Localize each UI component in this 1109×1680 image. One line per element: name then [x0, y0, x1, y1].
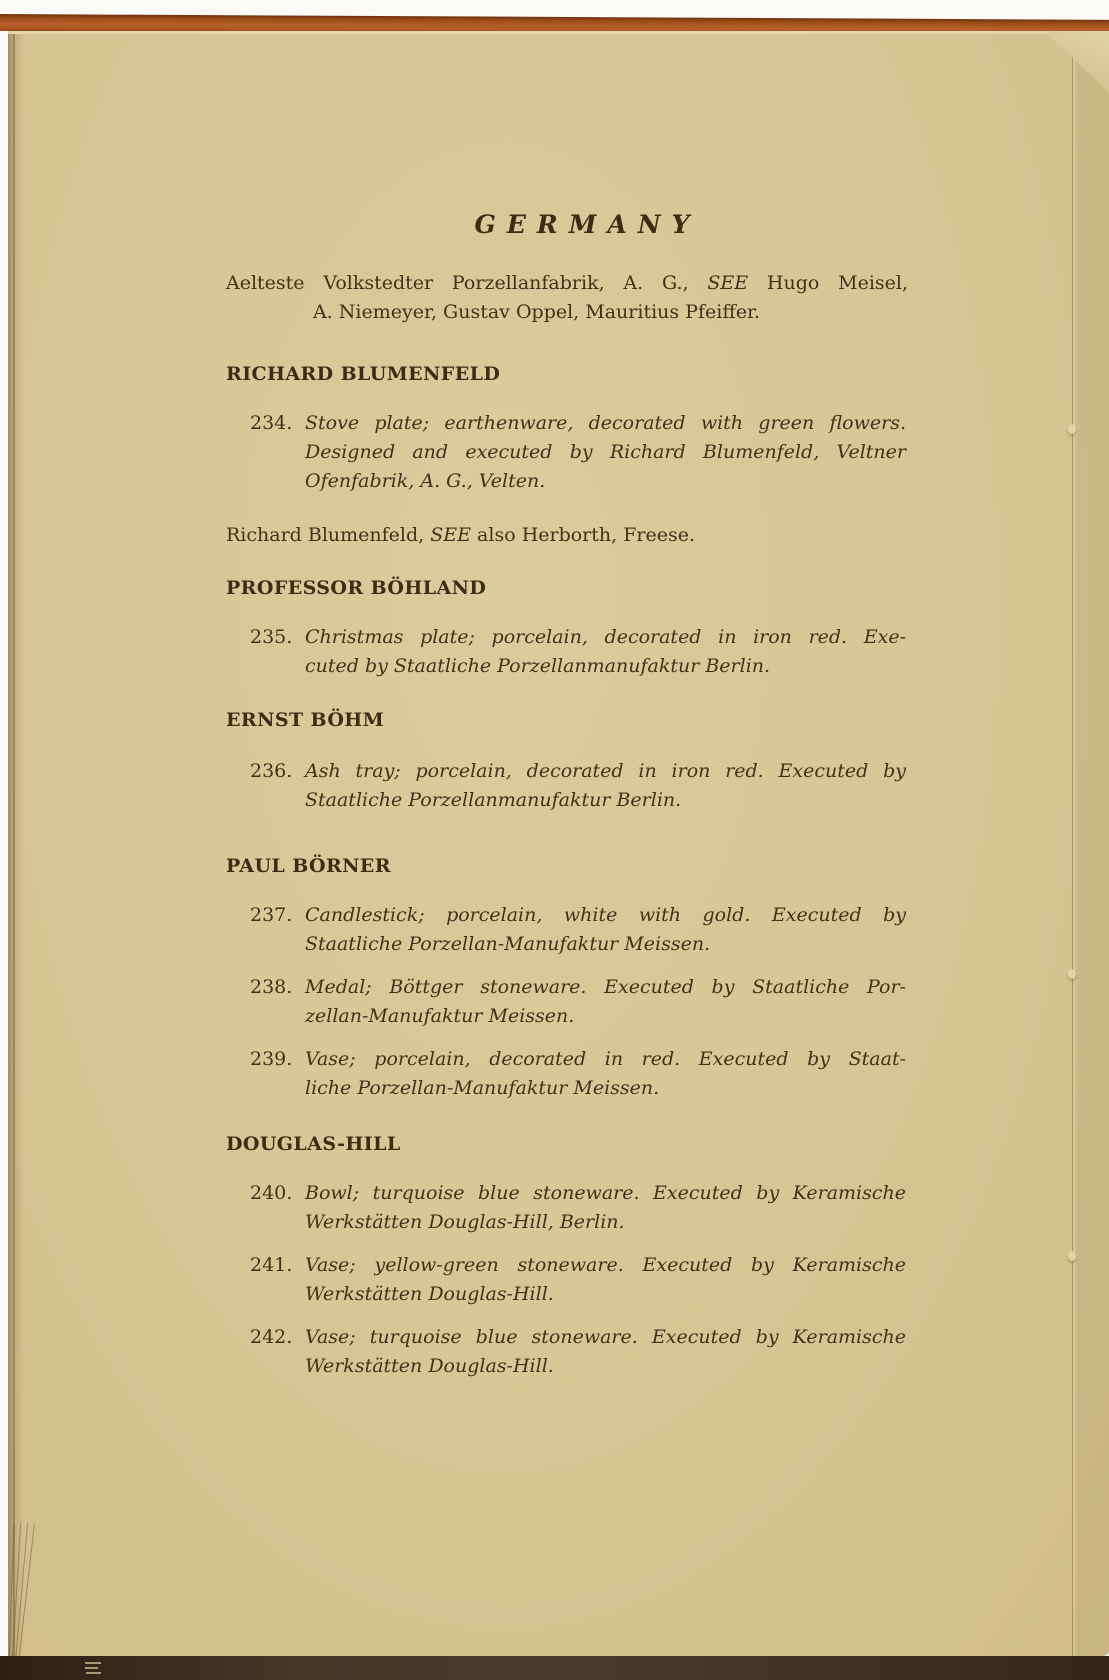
entry-line: Vase; turquoise blue stoneware. Executed by Keramische [305, 1326, 906, 1348]
crossref-text: also Herborth, Freese. [471, 524, 696, 546]
catalog-entry-239 [226, 1045, 938, 1103]
entry-line: zellan-Manufaktur Meissen. [305, 1005, 575, 1027]
page-stack-mark [85, 1667, 98, 1669]
section-heading-bohm: ERNST BÖHM [226, 709, 385, 731]
catalog-page [8, 31, 1109, 1663]
entry-line: Candlestick; porcelain, white with gold. Executed by [305, 904, 906, 926]
entry-line: Ash tray; porcelain, decorated in iron red. Executed by [305, 760, 906, 782]
entry-description [305, 409, 906, 496]
entry-number: 237. [250, 904, 293, 926]
entry-number: 241. [250, 1254, 293, 1276]
catalog-entry-240 [226, 1179, 938, 1237]
entry-line: Vase; yellow-green stoneware. Executed by Keramische [305, 1254, 906, 1276]
catalog-entry-234 [226, 409, 938, 496]
entry-line: liche Porzellan-Manufaktur Meissen. [305, 1077, 660, 1099]
catalog-entry-236 [226, 757, 938, 815]
entry-number: 235. [250, 626, 293, 648]
entry-description [305, 973, 906, 1031]
page-crease [1072, 34, 1109, 1663]
entry-line: cuted by Staatliche Porzellanmanufaktur Berlin. [305, 655, 771, 677]
entry-line: Designed and executed by Richard Blumenfeld, Veltner [305, 441, 906, 463]
entry-description [305, 1251, 906, 1309]
entry-number: 239. [250, 1048, 293, 1070]
catalog-entry-242 [226, 1323, 938, 1381]
page-gutter-line [13, 34, 15, 1663]
entry-number: 242. [250, 1326, 293, 1348]
book-bottom-edge [0, 1656, 1109, 1680]
entry-line: Ofenfabrik, A. G., Velten. [305, 470, 546, 492]
entry-number: 234. [250, 412, 293, 434]
page-gutter-shadow [8, 34, 24, 1663]
entry-number: 238. [250, 976, 293, 998]
intro-text: Aelteste Volkstedter Porzellanfabrik, A. G., [226, 272, 708, 294]
crease-nick [1068, 424, 1076, 434]
catalog-entry-241 [226, 1251, 938, 1309]
intro-line-2: A. Niemeyer, Gustav Oppel, Mauritius Pfeiffer. [313, 301, 761, 323]
section-heading-bohland: PROFESSOR BÖHLAND [226, 577, 487, 599]
entry-line: Stove plate; earthenware, decorated with green flowers. [305, 412, 906, 434]
page-title: GERMANY [474, 210, 701, 239]
entry-line: Staatliche Porzellanmanufaktur Berlin. [305, 789, 682, 811]
catalog-entry-235 [226, 623, 938, 681]
see-reference: SEE [707, 272, 749, 294]
section-heading-borner: PAUL BÖRNER [226, 855, 391, 877]
entry-line: Werkstätten Douglas-Hill, Berlin. [305, 1211, 625, 1233]
entry-line: Christmas plate; porcelain, decorated in iron red. Exe- [305, 626, 906, 648]
catalog-entry-238 [226, 973, 938, 1031]
entry-description [305, 623, 906, 681]
entry-line: Werkstätten Douglas-Hill. [305, 1355, 554, 1377]
entry-line: Werkstätten Douglas-Hill. [305, 1283, 554, 1305]
section-heading-douglas-hill: DOUGLAS-HILL [226, 1133, 401, 1155]
entry-description [305, 901, 906, 959]
intro-line-1 [226, 269, 908, 298]
entry-description [305, 1179, 906, 1237]
see-reference: SEE [430, 524, 472, 546]
page-content [226, 34, 938, 1381]
page-stack-mark [86, 1672, 101, 1674]
entry-line: Vase; porcelain, decorated in red. Executed by Staat- [305, 1048, 906, 1070]
crossref-text: Richard Blumenfeld, [226, 524, 431, 546]
entry-line: Bowl; turquoise blue stoneware. Executed by Keramische [305, 1182, 906, 1204]
catalog-entry-237 [226, 901, 938, 959]
entry-line: Staatliche Porzellan-Manufaktur Meissen. [305, 933, 711, 955]
crease-nick [1068, 969, 1076, 979]
stacked-sheet-edges [8, 1523, 38, 1663]
entry-description [305, 1045, 906, 1103]
entry-description [305, 757, 906, 815]
section-heading-blumenfeld: RICHARD BLUMENFELD [226, 363, 501, 385]
page-stack-mark [85, 1662, 101, 1664]
entry-number: 240. [250, 1182, 293, 1204]
crease-nick [1068, 1251, 1076, 1261]
entry-line: Medal; Böttger stoneware. Executed by Staatliche Por- [305, 976, 906, 998]
crossref-line [226, 521, 938, 550]
entry-description [305, 1323, 906, 1381]
entry-number: 236. [250, 760, 293, 782]
intro-crossref [226, 269, 938, 327]
intro-text: Hugo Meisel, [748, 272, 909, 294]
